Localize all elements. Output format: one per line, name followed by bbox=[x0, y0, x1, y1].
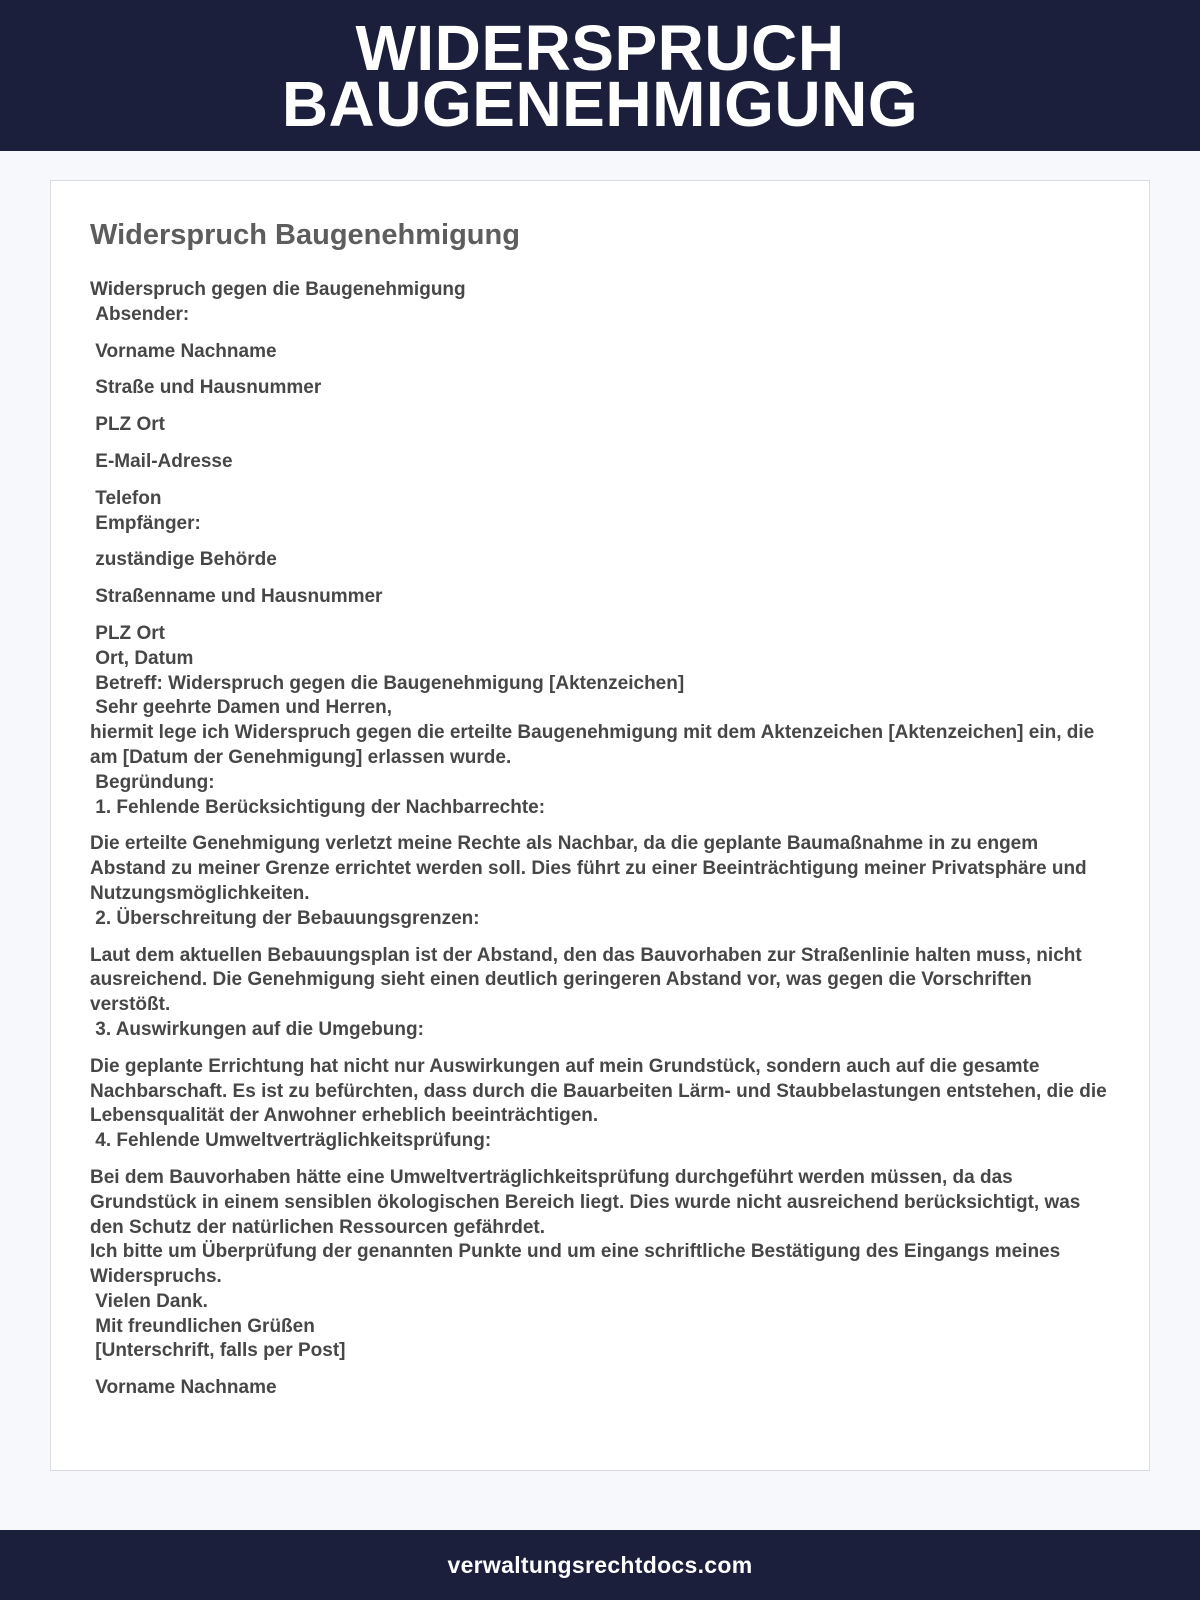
letter-line: Sehr geehrte Damen und Herren, bbox=[90, 697, 392, 719]
letter-line: Mit freundlichen Grüßen bbox=[90, 1315, 315, 1337]
letter-line: PLZ Ort bbox=[90, 622, 165, 644]
letter-line: Die erteilte Genehmigung verletzt meine Rechte als Nachbar, da die geplante Baumaßnahme in zu engem Abstand zu meiner Grenze errichtet werden soll. Dies führt zu einer Beeinträchtigung meiner Privatsphäre und Nutzungsmöglichkeiten. bbox=[90, 833, 1092, 904]
letter-line: Laut dem aktuellen Bebauungsplan ist der Abstand, den das Bauvorhaben zur Straßenlinie halten muss, nicht ausreichend. Die Genehmigung sieht einen deutlich geringeren Abstand vor, was gegen die Vorschriften verstößt. bbox=[90, 944, 1087, 1016]
letter-line: Telefon bbox=[90, 487, 162, 509]
letter-line: Vorname Nachname bbox=[90, 1377, 277, 1399]
letter-line: E-Mail-Adresse bbox=[90, 450, 233, 472]
letter-line: 4. Fehlende Umweltverträglichkeitsprüfung: bbox=[90, 1130, 492, 1152]
letter-line: Empfänger: bbox=[90, 512, 201, 534]
letter-line: PLZ Ort bbox=[90, 414, 165, 436]
letter-line: hiermit lege ich Widerspruch gegen die erteilte Baugenehmigung mit dem Aktenzeichen [Aktenzeichen] ein, die am [Datum der Genehmigung] erlassen wurde. bbox=[90, 722, 1100, 768]
letter-line: Vorname Nachname bbox=[90, 340, 277, 362]
letter-line: 2. Überschreitung der Bebauungsgrenzen: bbox=[90, 907, 480, 929]
letter-line: Ich bitte um Überprüfung der genannten Punkte und um eine schriftliche Bestätigung des Eingangs meines Widerspruchs. bbox=[90, 1241, 1066, 1288]
letter-line: Straßenname und Hausnummer bbox=[90, 586, 383, 608]
letter-line: 1. Fehlende Berücksichtigung der Nachbarrechte: bbox=[90, 796, 546, 818]
letter-line: Die geplante Errichtung hat nicht nur Auswirkungen auf mein Grundstück, sondern auch auf die gesamte Nachbarschaft. Es ist zu befürchten, dass durch die Bauarbeiten Lärm- und Staubbelastungen entstehen, die die Lebensqualität der Anwohner erheblich beeinträchtigen. bbox=[90, 1055, 1112, 1127]
letter-line: Widerspruch gegen die Baugenehmigung bbox=[90, 279, 466, 300]
document-title: Widerspruch Baugenehmigung bbox=[90, 219, 520, 251]
header-title-line-2: BAUGENEHMIGUNG bbox=[281, 67, 919, 140]
letter-line: 3. Auswirkungen auf die Umgebung: bbox=[90, 1018, 424, 1040]
letter-line: Betreff: Widerspruch gegen die Baugenehmigung [Aktenzeichen] bbox=[90, 672, 685, 694]
letter-line: Straße und Hausnummer bbox=[90, 377, 322, 399]
letter-line: [Unterschrift, falls per Post] bbox=[90, 1340, 346, 1362]
letter-line: Vielen Dank. bbox=[90, 1290, 208, 1312]
page-header bbox=[0, 0, 1200, 151]
letter-body bbox=[90, 278, 1110, 1401]
header-title-line-1: WIDERSPRUCH bbox=[355, 11, 845, 84]
letter-line: Bei dem Bauvorhaben hätte eine Umweltverträglichkeitsprüfung durchgeführt werden müssen, da das Grundstück in einem sensiblen ökologischen Bereich liegt. Dies wurde nicht ausreichend berücksichtigt, was den Schutz der natürlichen Ressourcen gefährdet. bbox=[90, 1166, 1086, 1238]
letter-line: zuständige Behörde bbox=[90, 549, 277, 571]
document-card bbox=[50, 180, 1150, 1471]
letter-line: Ort, Datum bbox=[90, 647, 194, 669]
letter-line: Begründung: bbox=[90, 771, 215, 793]
header-title bbox=[281, 11, 919, 140]
page-footer bbox=[0, 1530, 1200, 1600]
letter-line: Absender: bbox=[90, 303, 190, 325]
footer-site-link[interactable]: verwaltungsrechtdocs.com bbox=[447, 1551, 753, 1578]
